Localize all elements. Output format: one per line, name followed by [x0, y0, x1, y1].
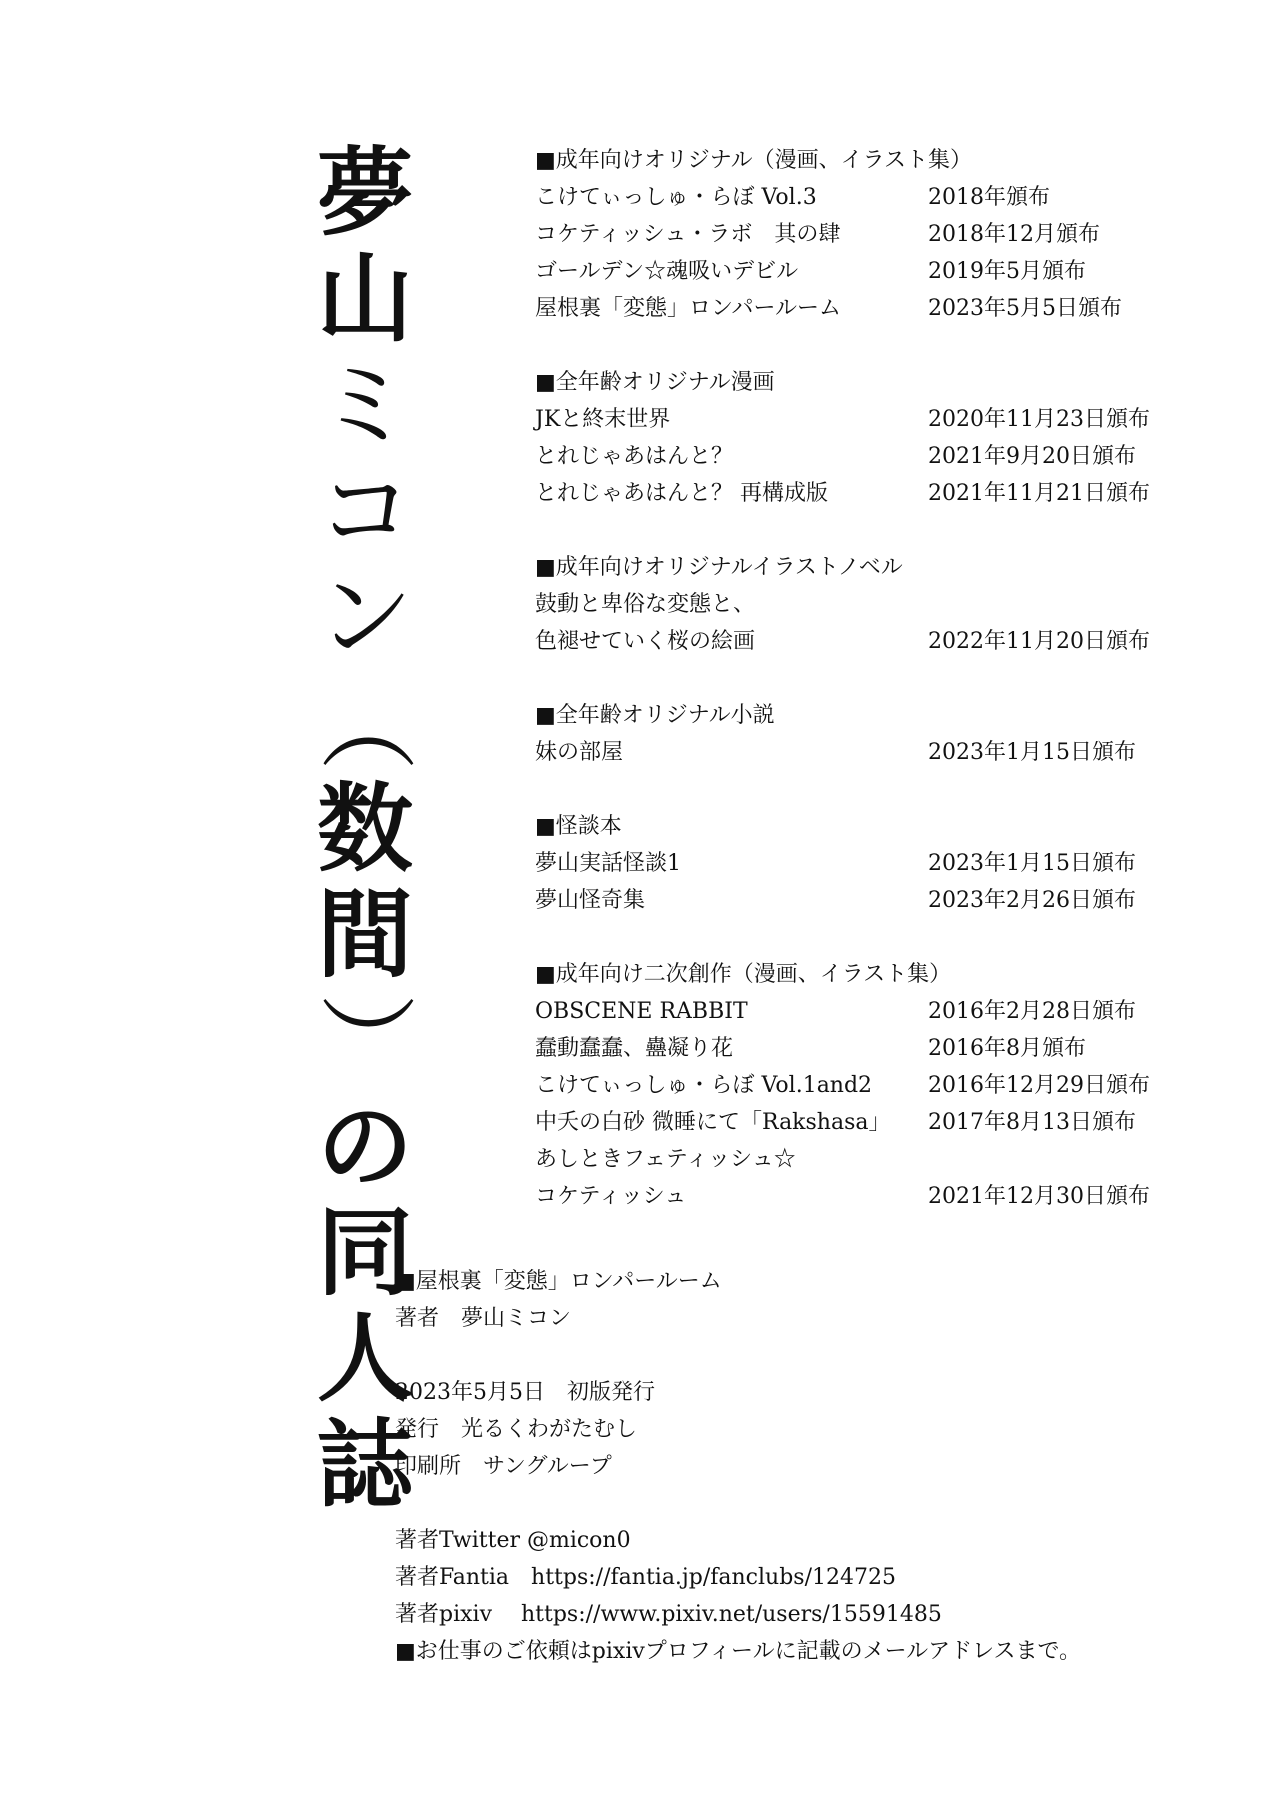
- work-entry: [535, 882, 1175, 919]
- colophon-twitter: 著者Twitter @micon0: [395, 1528, 631, 1553]
- title-char: コ: [317, 455, 413, 567]
- work-entry: [535, 438, 1175, 475]
- work-title: 中夭の白砂 微睡にて「Rakshasa」: [535, 1110, 891, 1135]
- work-title: 鼓動と卑俗な変態と、: [535, 592, 756, 617]
- work-title: とれじゃあはんと？ 再構成版: [535, 481, 828, 506]
- title-char: ン: [317, 561, 413, 673]
- title-char: ）: [309, 993, 421, 1089]
- catalog-section: [535, 956, 1175, 1215]
- work-entry: [535, 401, 1175, 438]
- work-title: とれじゃあはんと？: [535, 444, 734, 469]
- work-date: 2023年5月5日頒布: [928, 296, 1122, 321]
- work-title: 妹の部屋: [535, 740, 624, 765]
- title-char: 間: [317, 879, 413, 991]
- title-char: 数: [317, 773, 413, 885]
- work-date: 2019年5月頒布: [928, 259, 1086, 284]
- colophon-pixiv: 著者pixiv https://www.pixiv.net/users/15591485: [395, 1602, 942, 1627]
- section-heading: ■全年齢オリジナル漫画: [535, 370, 775, 395]
- work-date: 2023年1月15日頒布: [928, 851, 1136, 876]
- title-char: 山: [317, 243, 413, 355]
- title-char: ミ: [317, 349, 413, 461]
- work-entry: [535, 845, 1175, 882]
- work-entry: [535, 734, 1175, 771]
- work-entry: [535, 253, 1175, 290]
- title-char: 誌: [317, 1409, 413, 1521]
- section-heading: ■成年向け二次創作（漫画、イラスト集）: [535, 962, 952, 987]
- colophon-book-title: ■屋根裏「変態」ロンパールーム: [395, 1269, 722, 1294]
- work-title: 屋根裏「変態」ロンパールーム: [535, 296, 842, 321]
- work-date: 2021年9月20日頒布: [928, 444, 1136, 469]
- section-heading: ■成年向けオリジナル（漫画、イラスト集）: [535, 148, 973, 173]
- section-heading: ■成年向けオリジナルイラストノベル: [535, 555, 903, 580]
- work-date: 2020年11月23日頒布: [928, 407, 1150, 432]
- work-title: 夢山実話怪談1: [535, 851, 681, 876]
- work-title: こけてぃっしゅ・らぼ Vol.1and2: [535, 1073, 873, 1098]
- work-title: こけてぃっしゅ・らぼ Vol.3: [535, 185, 817, 210]
- catalog-section: [535, 697, 1175, 771]
- work-title: OBSCENE RABBIT: [535, 999, 748, 1024]
- title-char: （: [309, 675, 421, 771]
- work-entry: [535, 1141, 1175, 1178]
- work-entry: [535, 1030, 1175, 1067]
- work-date: 2021年12月30日頒布: [928, 1184, 1150, 1209]
- work-date: 2021年11月21日頒布: [928, 481, 1150, 506]
- work-title: あしときフェティッシュ☆: [535, 1147, 796, 1172]
- title-char: 同: [317, 1197, 413, 1309]
- work-entry: [535, 290, 1175, 327]
- work-date: 2022年11月20日頒布: [928, 629, 1150, 654]
- work-entry: [535, 586, 1175, 623]
- work-title: ゴールデン☆魂吸いデビル: [535, 259, 799, 284]
- work-title: 蠢動蠢蠢、蠱凝り花: [535, 1036, 734, 1061]
- work-date: 2016年2月28日頒布: [928, 999, 1136, 1024]
- title-char: 人: [317, 1303, 413, 1415]
- catalog-section: [535, 142, 1175, 327]
- work-date: 2017年8月13日頒布: [928, 1110, 1136, 1135]
- work-entry: [535, 993, 1175, 1030]
- works-catalog: [535, 142, 1175, 1215]
- work-entry: [535, 1104, 1175, 1141]
- work-date: 2018年12月頒布: [928, 222, 1100, 247]
- work-title: コケティッシュ・ラボ 其の肆: [535, 222, 841, 247]
- work-entry: [535, 1178, 1175, 1215]
- colophon-author: 著者 夢山ミコン: [395, 1306, 572, 1331]
- work-title: 色褪せていく桜の絵画: [535, 629, 756, 654]
- work-entry: [535, 179, 1175, 216]
- colophon-first-edition: 2023年5月5日 初版発行: [395, 1380, 655, 1405]
- work-entry: [535, 475, 1175, 512]
- title-char: 夢: [317, 137, 413, 249]
- catalog-section: [535, 364, 1175, 512]
- work-entry: [535, 216, 1175, 253]
- colophon-contact: ■お仕事のご依頼はpixivプロフィールに記載のメールアドレスまで。: [395, 1639, 1082, 1664]
- work-title: 夢山怪奇集: [535, 888, 646, 913]
- work-entry: [535, 623, 1175, 660]
- work-date: 2023年2月26日頒布: [928, 888, 1136, 913]
- colophon-fantia: 著者Fantia https://fantia.jp/fanclubs/124725: [395, 1565, 896, 1590]
- work-title: JKと終末世界: [535, 407, 671, 432]
- section-heading: ■怪談本: [535, 814, 622, 839]
- work-date: 2016年8月頒布: [928, 1036, 1086, 1061]
- colophon-printer: 印刷所 サングループ: [395, 1454, 612, 1479]
- work-date: 2016年12月29日頒布: [928, 1073, 1150, 1098]
- section-heading: ■全年齢オリジナル小説: [535, 703, 775, 728]
- work-date: 2018年頒布: [928, 185, 1050, 210]
- work-date: 2023年1月15日頒布: [928, 740, 1136, 765]
- work-entry: [535, 1067, 1175, 1104]
- catalog-section: [535, 808, 1175, 919]
- work-title: コケティッシュ: [535, 1184, 687, 1209]
- colophon: [395, 1263, 1215, 1670]
- catalog-section: [535, 549, 1175, 660]
- title-char: の: [317, 1091, 413, 1203]
- colophon-publisher: 発行 光るくわがたむし: [395, 1417, 638, 1442]
